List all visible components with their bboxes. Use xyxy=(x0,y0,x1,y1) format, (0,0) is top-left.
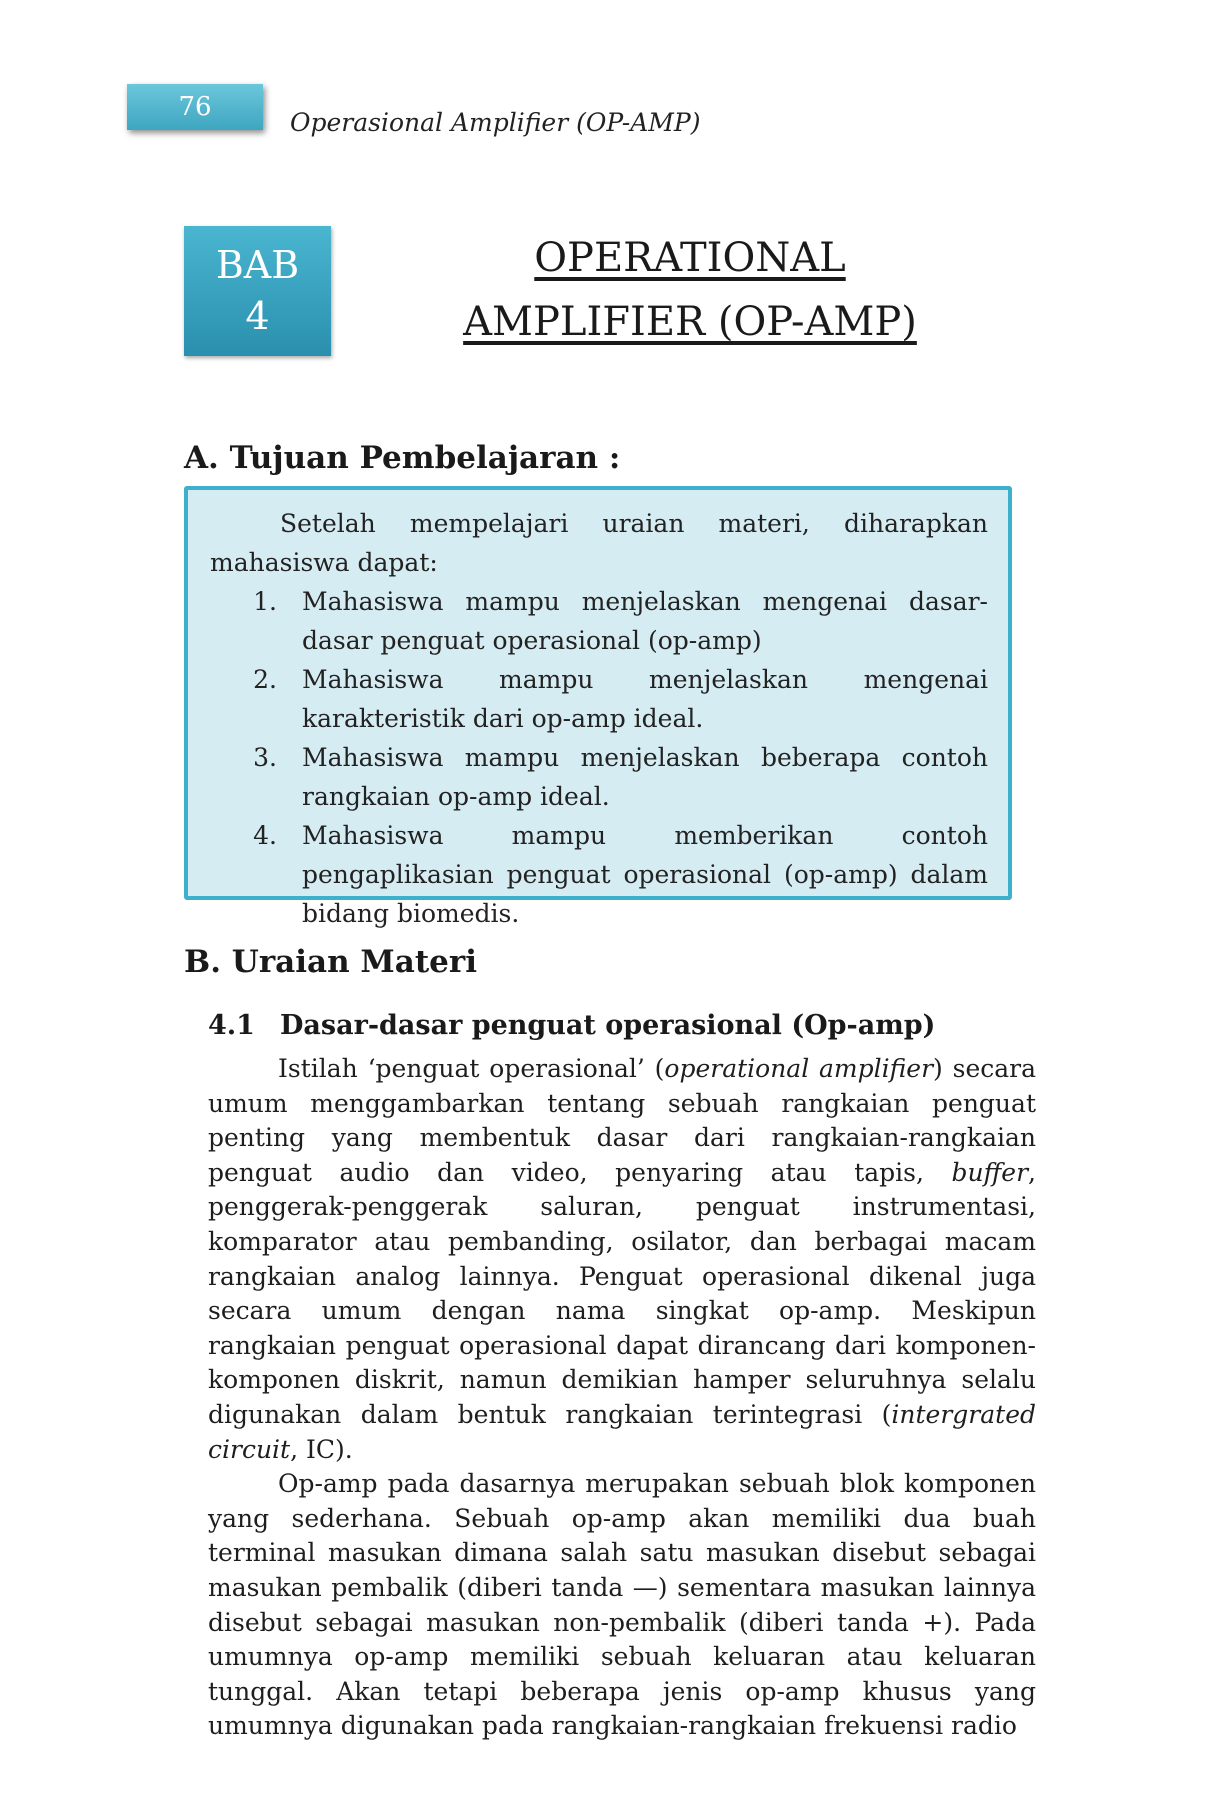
chapter-number: 4 xyxy=(245,294,270,338)
objective-item xyxy=(210,738,988,816)
objective-text: Mahasiswa mampu memberikan contoh pengaplikasian penguat operasional (op-amp) dalam bidang biomedis. xyxy=(302,821,988,928)
chapter-title-line1: OPERATIONAL xyxy=(534,235,846,281)
objective-text: Mahasiswa mampu menjelaskan mengenai karakteristik dari op-amp ideal. xyxy=(302,665,988,733)
italic-term: intergrated circuit xyxy=(208,1399,1036,1464)
running-header: Operasional Amplifier (OP-AMP) xyxy=(290,108,701,137)
objectives-intro: Setelah mempelajari uraian materi, diharapkan mahasiswa dapat: xyxy=(210,509,988,577)
chapter-label: BAB xyxy=(215,242,300,287)
objectives-list xyxy=(210,582,988,933)
paragraph-text: Istilah ‘penguat operasional’ ( xyxy=(278,1054,665,1083)
paragraph-text: ) secara umum menggambarkan tentang sebuah rangkaian penguat penting yang membentuk dasar dari rangkaian-rangkaian penguat audio dan video, penyaring atau tapis, xyxy=(208,1054,1037,1187)
chapter-title xyxy=(360,226,1020,354)
subsection-number: 4.1 xyxy=(208,1010,255,1041)
objective-item xyxy=(210,660,988,738)
objective-text: Mahasiswa mampu menjelaskan mengenai dasar-dasar penguat operasional (op-amp) xyxy=(302,587,988,655)
paragraph-2: Op-amp pada dasarnya merupakan sebuah blok komponen yang sederhana. Sebuah op-amp akan memiliki dua buah terminal masukan dimana salah satu masukan disebut sebagai masukan pembalik (diberi tanda —) sementara masukan lainnya disebut sebagai masukan non-pembalik (diberi tanda +). Pada umumnya op-amp memiliki sebuah keluaran atau keluaran tunggal. Akan tetapi beberapa jenis op-amp khusus yang umumnya digunakan pada rangkaian-rangkaian frekuensi radio xyxy=(208,1469,1036,1741)
chapter-badge xyxy=(184,226,331,356)
paragraph-1 xyxy=(208,1052,1036,1467)
italic-term: operational amplifier xyxy=(664,1054,934,1083)
objective-item xyxy=(210,582,988,660)
chapter-title-line2: AMPLIFIER (OP-AMP) xyxy=(463,299,917,345)
objective-number: 4. xyxy=(253,821,277,850)
objective-number: 2. xyxy=(253,665,277,694)
body-text xyxy=(208,1052,1036,1744)
subsection-heading xyxy=(208,1010,935,1041)
page-number: 76 xyxy=(178,92,212,122)
paragraph-text: , IC). xyxy=(290,1434,353,1464)
section-a-heading: A. Tujuan Pembelajaran : xyxy=(184,440,621,476)
section-b-heading: B. Uraian Materi xyxy=(184,944,477,980)
objective-item xyxy=(210,816,988,933)
objective-text: Mahasiswa mampu menjelaskan beberapa contoh rangkaian op-amp ideal. xyxy=(302,743,988,811)
learning-objectives-box xyxy=(184,486,1012,928)
italic-term: buffer xyxy=(951,1157,1029,1187)
objective-number: 1. xyxy=(253,587,277,616)
page-number-badge xyxy=(127,84,263,130)
subsection-title: Dasar-dasar penguat operasional (Op-amp) xyxy=(280,1010,936,1041)
paragraph-text: , penggerak-penggerak saluran, penguat instrumentasi, komparator atau pembanding, osilator, dan berbagai macam rangkaian analog lainnya. Penguat operasional dikenal juga secara umum dengan nama singkat op-amp. Meskipun rangkaian penguat operasional dapat dirancang dari komponen-komponen diskrit, namun demikian hamper seluruhnya selalu digunakan dalam bentuk rangkaian terintegrasi ( xyxy=(208,1157,1036,1429)
objective-number: 3. xyxy=(253,743,277,772)
